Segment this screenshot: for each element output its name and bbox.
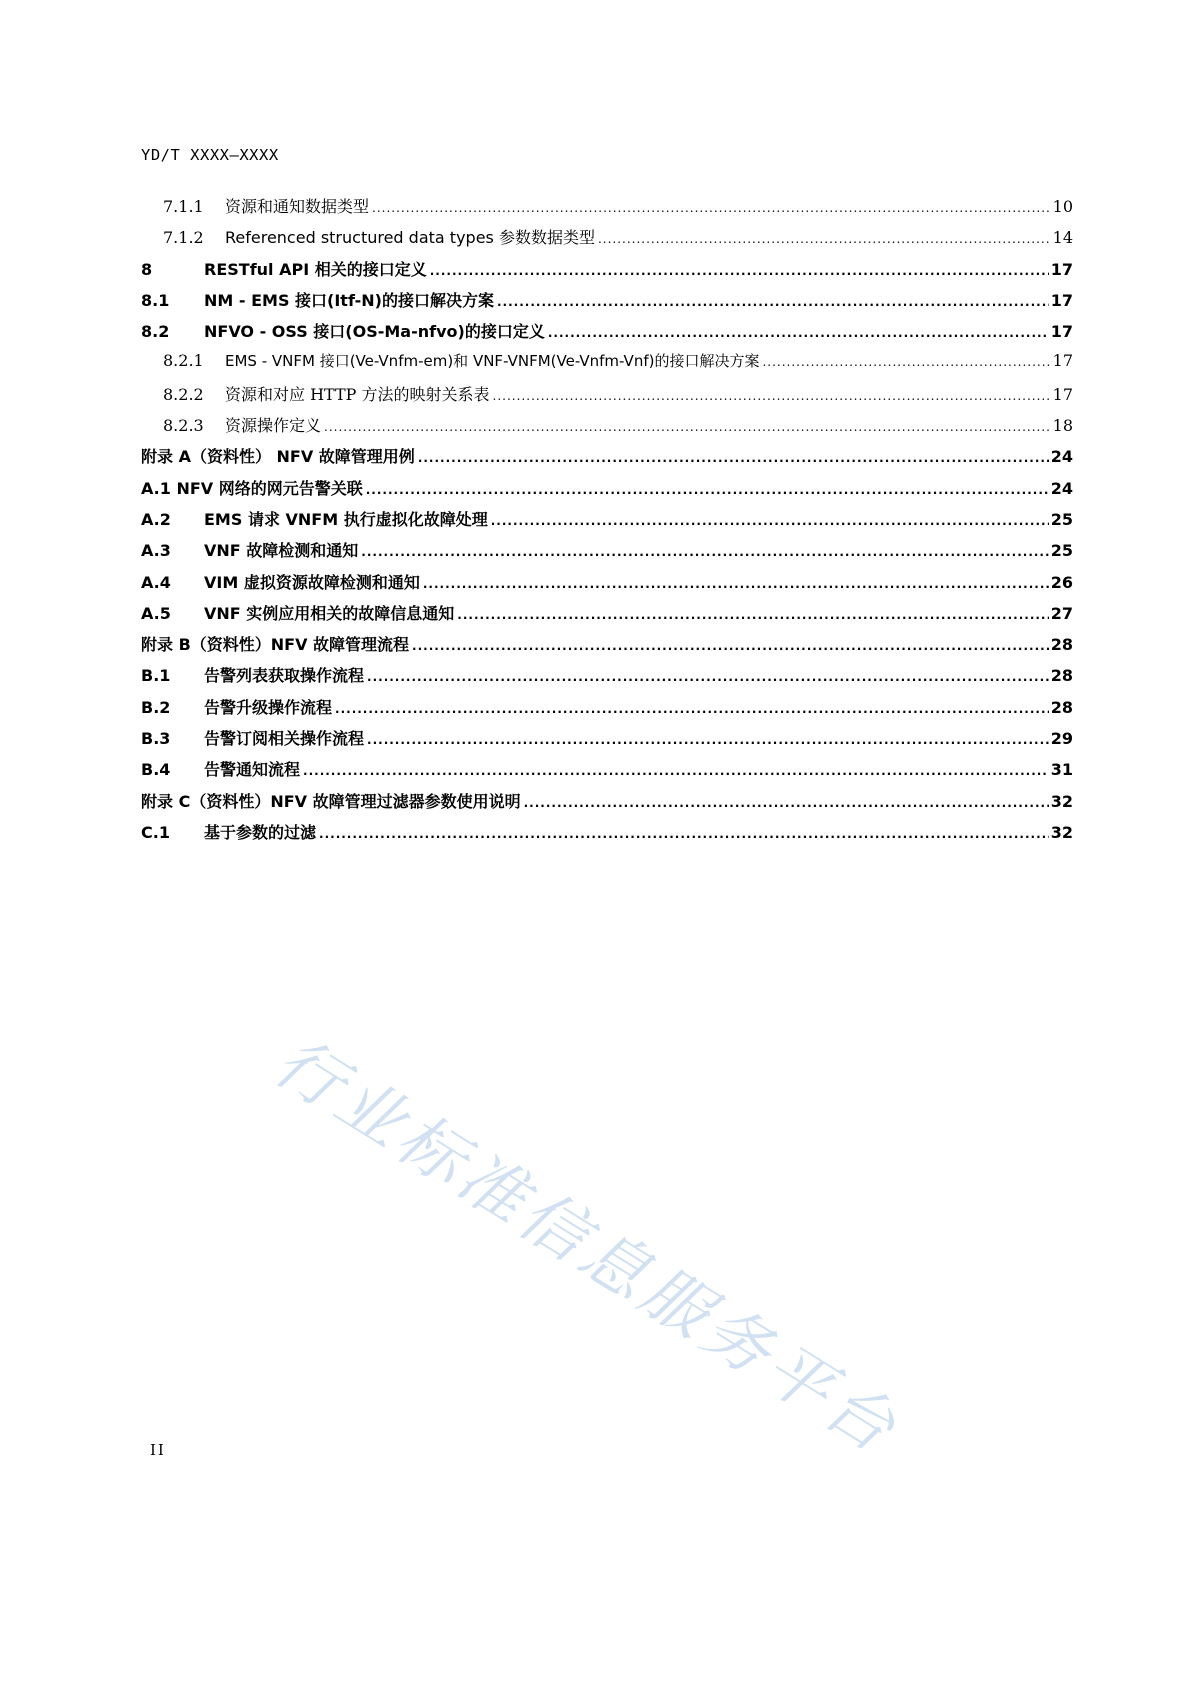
toc-leader-dots bbox=[457, 608, 1048, 622]
toc-entry[interactable] bbox=[141, 570, 1073, 601]
toc-entry[interactable] bbox=[141, 632, 1073, 663]
toc-entry-title: 基于参数的过滤 bbox=[204, 822, 317, 842]
toc-entry-title: EMS - VNFM 接口(Ve-Vnfm-em)和 VNF-VNFM(Ve-Vnfm-Vnf)的接口解决方案 bbox=[225, 352, 760, 371]
toc-leader-dots bbox=[497, 295, 1049, 309]
toc-entry-number: B.3 bbox=[141, 729, 171, 749]
toc-entry-page: 17 bbox=[1052, 351, 1073, 371]
toc-entry[interactable] bbox=[141, 789, 1073, 820]
toc-entry-title: VNF 实例应用相关的故障信息通知 bbox=[204, 603, 455, 623]
toc-entry-title: 附录 B（资料性）NFV 故障管理流程 bbox=[141, 635, 410, 655]
toc-leader-dots bbox=[367, 670, 1049, 684]
toc-leader-dots bbox=[367, 733, 1049, 747]
toc-leader-dots bbox=[372, 201, 1051, 215]
toc-entry[interactable] bbox=[141, 726, 1073, 757]
toc-entry-title: NFVO - OSS 接口(OS-Ma-nfvo)的接口定义 bbox=[204, 322, 545, 342]
toc-entry-title: VIM 虚拟资源故障检测和通知 bbox=[204, 572, 420, 592]
toc-entry-number: 8.2.1 bbox=[163, 351, 204, 371]
toc-entry-title: 资源和通知数据类型 bbox=[225, 197, 370, 216]
toc-entry-title: 告警订阅相关操作流程 bbox=[204, 729, 365, 749]
toc-entry[interactable] bbox=[141, 757, 1073, 788]
toc-entry[interactable] bbox=[141, 288, 1073, 319]
toc-entry[interactable] bbox=[141, 350, 1073, 381]
toc-entry-title: 附录 C（资料性）NFV 故障管理过滤器参数使用说明 bbox=[141, 791, 521, 811]
toc-entry[interactable] bbox=[141, 225, 1073, 256]
toc-leader-dots bbox=[430, 264, 1049, 278]
toc-entry[interactable] bbox=[141, 382, 1073, 413]
toc-entry-page: 25 bbox=[1050, 509, 1073, 529]
toc-entry-number: 8.1 bbox=[141, 290, 170, 310]
toc-entry-page: 28 bbox=[1050, 697, 1073, 717]
toc-entry-title: 告警升级操作流程 bbox=[204, 697, 333, 717]
toc-leader-dots bbox=[524, 796, 1049, 810]
toc-entry-page: 25 bbox=[1050, 541, 1073, 561]
toc-leader-dots bbox=[491, 514, 1049, 528]
toc-entry-number: A.4 bbox=[141, 572, 171, 592]
toc-entry-page: 29 bbox=[1050, 729, 1073, 749]
toc-leader-dots bbox=[361, 545, 1048, 559]
toc-entry[interactable] bbox=[141, 444, 1073, 475]
toc-entry[interactable] bbox=[141, 695, 1073, 726]
toc-entry-page: 28 bbox=[1050, 635, 1073, 655]
toc-entry-title: 资源和对应 HTTP 方法的映射关系表 bbox=[225, 384, 490, 404]
toc-entry-number: 8.2.3 bbox=[163, 416, 204, 436]
toc-entry-page: 32 bbox=[1050, 791, 1073, 811]
toc-entry-title: RESTful API 相关的接口定义 bbox=[204, 259, 427, 279]
watermark-text: 行业标准信息服务平台 bbox=[261, 1022, 913, 1470]
toc-entry-number: B.2 bbox=[141, 697, 171, 717]
toc-entry-title: A.1 NFV 网络的网元告警关联 bbox=[141, 478, 363, 498]
toc-leader-dots bbox=[319, 827, 1049, 841]
toc-entry[interactable] bbox=[141, 538, 1073, 569]
document-header-id: YD/T XXXX—XXXX bbox=[141, 146, 279, 164]
toc-leader-dots bbox=[493, 389, 1051, 403]
toc-entry-number: C.1 bbox=[141, 822, 170, 842]
toc-entry[interactable] bbox=[141, 319, 1073, 350]
toc-entry-number: 8.2.2 bbox=[163, 384, 204, 404]
toc-leader-dots bbox=[418, 451, 1049, 465]
toc-entry-number: 8 bbox=[141, 259, 153, 279]
toc-entry-title: VNF 故障检测和通知 bbox=[204, 541, 359, 561]
toc-entry-title: 告警列表获取操作流程 bbox=[204, 666, 365, 686]
toc-leader-dots bbox=[548, 326, 1049, 340]
toc-entry-title: 资源操作定义 bbox=[225, 416, 322, 436]
toc-entry[interactable] bbox=[141, 601, 1073, 632]
toc-entry-page: 17 bbox=[1050, 322, 1073, 342]
toc-leader-dots bbox=[598, 232, 1051, 246]
toc-entry-number: 7.1.2 bbox=[163, 228, 204, 248]
toc-entry[interactable] bbox=[141, 507, 1073, 538]
toc-entry[interactable] bbox=[141, 663, 1073, 694]
toc-entry-title: 附录 A（资料性） NFV 故障管理用例 bbox=[141, 447, 415, 467]
toc-leader-dots bbox=[303, 764, 1049, 778]
toc-entry[interactable] bbox=[141, 820, 1073, 851]
toc-leader-dots bbox=[335, 702, 1049, 716]
toc-entry-page: 24 bbox=[1050, 478, 1073, 498]
toc-entry-page: 18 bbox=[1052, 416, 1073, 436]
toc-entry-title: 告警通知流程 bbox=[204, 760, 301, 780]
toc-entry-number: 8.2 bbox=[141, 322, 170, 342]
toc-entry-page: 17 bbox=[1050, 290, 1073, 310]
toc-entry-title: Referenced structured data types 参数数据类型 bbox=[225, 228, 595, 248]
toc-entry-title: NM - EMS 接口(Itf-N)的接口解决方案 bbox=[204, 290, 494, 310]
toc-entry-page: 31 bbox=[1050, 760, 1073, 780]
toc-entry-title: EMS 请求 VNFM 执行虚拟化故障处理 bbox=[204, 509, 488, 529]
toc-entry-number: B.1 bbox=[141, 666, 171, 686]
toc-entry[interactable] bbox=[141, 413, 1073, 444]
toc-entry-number: A.3 bbox=[141, 541, 171, 561]
toc-entry-page: 10 bbox=[1052, 197, 1073, 216]
page-number: II bbox=[150, 1441, 166, 1459]
toc-entry-page: 17 bbox=[1050, 259, 1073, 279]
toc-entry-number: A.2 bbox=[141, 509, 171, 529]
table-of-contents bbox=[141, 194, 1073, 851]
toc-entry-page: 28 bbox=[1050, 666, 1073, 686]
toc-leader-dots bbox=[366, 483, 1049, 497]
toc-entry-page: 17 bbox=[1052, 384, 1073, 404]
toc-entry[interactable] bbox=[141, 257, 1073, 288]
toc-entry-number: B.4 bbox=[141, 760, 171, 780]
toc-leader-dots bbox=[324, 420, 1051, 434]
toc-entry[interactable] bbox=[141, 476, 1073, 507]
toc-entry-page: 26 bbox=[1050, 572, 1073, 592]
toc-leader-dots bbox=[423, 577, 1049, 591]
toc-entry-number: A.5 bbox=[141, 603, 171, 623]
toc-entry-number: 7.1.1 bbox=[163, 197, 204, 216]
toc-entry-page: 24 bbox=[1050, 447, 1073, 467]
toc-entry-page: 32 bbox=[1050, 822, 1073, 842]
toc-entry-page: 14 bbox=[1052, 228, 1073, 248]
toc-leader-dots bbox=[762, 355, 1050, 369]
toc-leader-dots bbox=[412, 639, 1049, 653]
toc-entry[interactable] bbox=[141, 194, 1073, 225]
toc-entry-page: 27 bbox=[1050, 603, 1073, 623]
